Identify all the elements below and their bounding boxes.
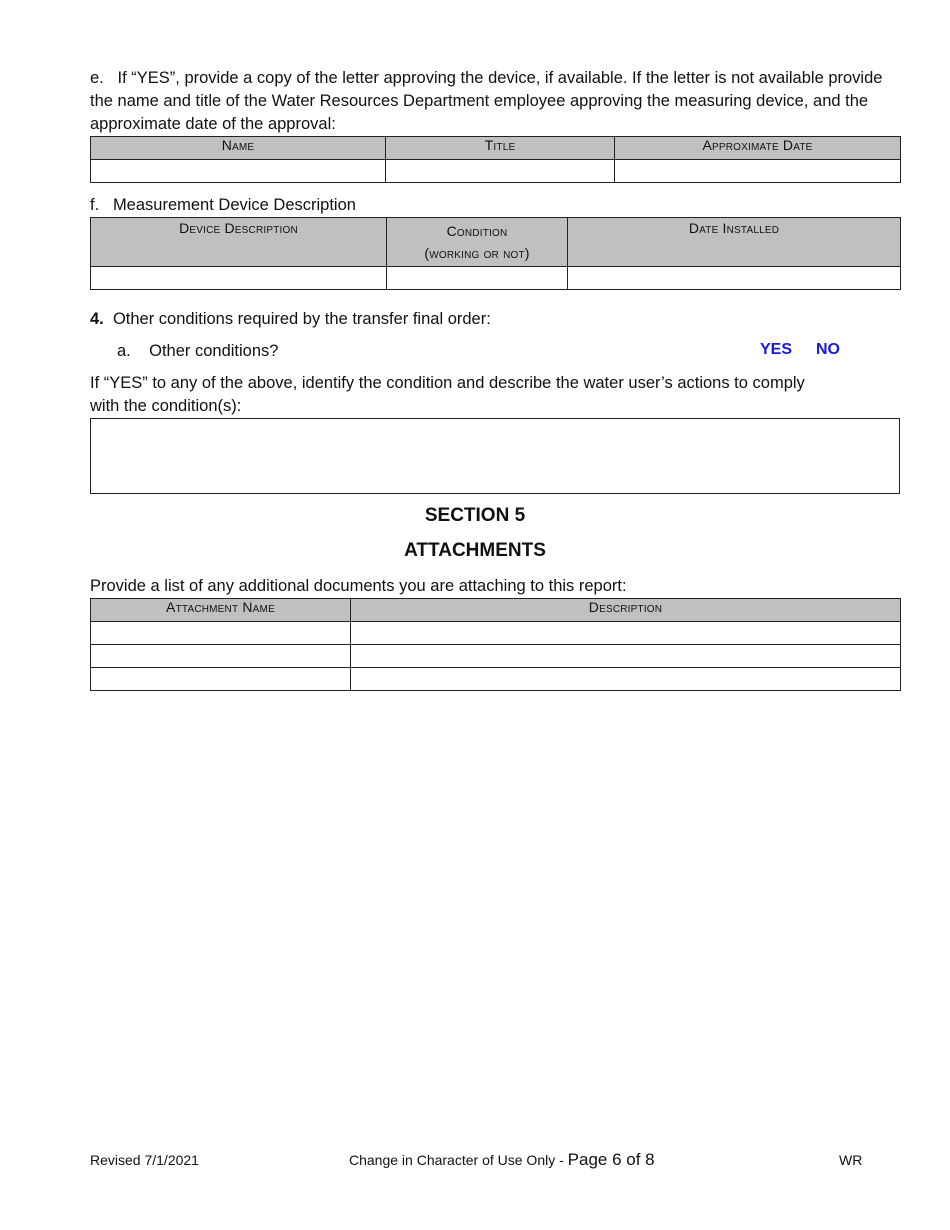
item-e-label: e. (90, 69, 104, 87)
attachment-name-cell[interactable] (91, 668, 351, 691)
col-attachment-name: Attachment Name (91, 599, 351, 622)
col-date-installed: Date Installed (568, 218, 901, 267)
attachments-table (90, 598, 901, 691)
approval-table-header (91, 137, 901, 160)
item-4a-row (117, 340, 717, 363)
name-cell[interactable] (91, 160, 386, 183)
condition-sublabel: (working or not) (424, 245, 530, 261)
title-cell[interactable] (386, 160, 615, 183)
item-e-text: If “YES”, provide a copy of the letter approving the device, if available. If the letter is not available provide the name and title of the Water Resources Department employee approving the measuring device, and the approximate date of the approval: (90, 69, 883, 133)
item-4a-text: Other conditions? (149, 342, 279, 360)
item-e-paragraph (90, 67, 900, 136)
approval-table (90, 136, 901, 183)
col-name: Name (91, 137, 386, 160)
footer-form-name: Change in Character of Use Only - (349, 1152, 568, 1168)
item-f-text: Measurement Device Description (112, 196, 356, 214)
device-description-cell[interactable] (91, 267, 387, 290)
attachment-description-cell[interactable] (351, 668, 901, 691)
item-f-paragraph (90, 194, 900, 217)
section-subtitle: ATTACHMENTS (404, 540, 546, 561)
attachment-name-cell[interactable] (91, 622, 351, 645)
table-row (91, 645, 901, 668)
yes-option[interactable]: YES (760, 341, 793, 358)
conditions-textbox[interactable] (90, 418, 900, 494)
attachments-table-header (91, 599, 901, 622)
col-description: Description (351, 599, 901, 622)
section-title: SECTION 5 (424, 505, 526, 526)
approximate-date-cell[interactable] (615, 160, 901, 183)
item-4-paragraph (90, 308, 900, 331)
attachment-description-cell[interactable] (351, 622, 901, 645)
table-row (91, 622, 901, 645)
col-title: Title (386, 137, 615, 160)
item-4-text: Other conditions required by the transfer final order: (112, 310, 491, 328)
item-f-label: f. (90, 196, 100, 214)
table-row (91, 160, 901, 183)
device-table-header (91, 218, 901, 267)
footer-revised: Revised 7/1/2021 (90, 1152, 199, 1168)
item-4a-label: a. (117, 342, 131, 360)
no-option[interactable]: NO (816, 341, 840, 358)
attachment-name-cell[interactable] (91, 645, 351, 668)
col-approximate-date: Approximate Date (615, 137, 901, 160)
footer-code: WR (839, 1152, 863, 1168)
condition-label: Condition (446, 223, 508, 239)
table-row (91, 267, 901, 290)
attachments-intro: Provide a list of any additional documents you are attaching to this report: (90, 577, 627, 595)
footer-center (349, 1150, 655, 1170)
col-condition (387, 218, 568, 267)
item-4-followup: If “YES” to any of the above, identify the condition and describe the water user’s actions to comply with the condition(s): (90, 374, 805, 415)
condition-cell[interactable] (387, 267, 568, 290)
col-device-description: Device Description (91, 218, 387, 267)
device-table (90, 217, 901, 290)
attachment-description-cell[interactable] (351, 645, 901, 668)
date-installed-cell[interactable] (568, 267, 901, 290)
table-row (91, 668, 901, 691)
footer-page-number: Page 6 of 8 (567, 1150, 655, 1169)
item-4-number: 4. (90, 310, 104, 328)
